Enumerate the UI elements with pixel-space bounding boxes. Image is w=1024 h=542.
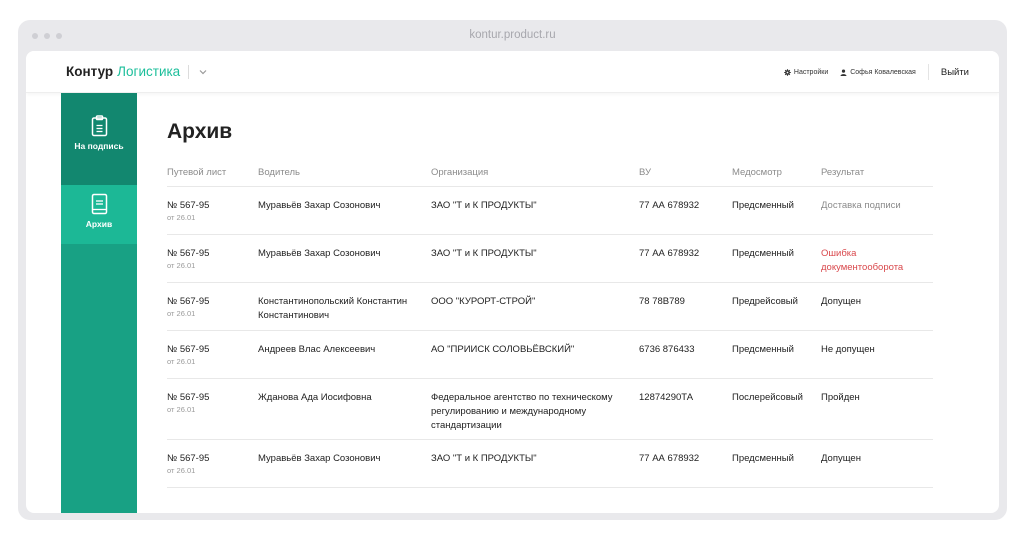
result-cell: Пройден: [821, 378, 933, 439]
waybill-number: № 567-95: [167, 199, 210, 211]
logo-brand: Контур: [66, 64, 114, 79]
settings-link[interactable]: [784, 69, 828, 76]
user-profile-link[interactable]: [840, 69, 916, 76]
medical-exam-cell: Предсменный: [732, 234, 821, 282]
user-name: Софья Ковалевская: [850, 68, 916, 76]
column-header-organization[interactable]: Организация: [431, 159, 639, 186]
column-header-driver[interactable]: Водитель: [258, 159, 431, 186]
medical-exam-cell: Предсменный: [732, 439, 821, 487]
logout-button[interactable]: Выйти: [940, 66, 969, 78]
license-cell: 78 78В789: [639, 282, 732, 330]
waybill-date: от 26.01: [167, 465, 196, 475]
waybill-date: от 26.01: [167, 404, 196, 414]
license-cell: 77 АА 678932: [639, 186, 732, 234]
organization-cell: ООО "КУРОРТ-СТРОЙ": [431, 282, 639, 330]
organization-cell: АО "ПРИИСК СОЛОВЬЁВСКИЙ": [431, 330, 639, 378]
table-row[interactable]: [167, 330, 933, 378]
archive-table: [167, 159, 933, 488]
license-cell: 6736 876433: [639, 330, 732, 378]
waybill-date: от 26.01: [167, 308, 196, 318]
medical-exam-cell: Предрейсовый: [732, 282, 821, 330]
sidebar-item-label: Архив: [85, 219, 113, 229]
chevron-down-icon[interactable]: [197, 66, 209, 78]
logo-product: Логистика: [117, 64, 181, 79]
settings-label: Настройки: [793, 68, 829, 76]
result-cell: Допущен: [821, 439, 933, 487]
result-cell: Ошибка документооборота: [821, 234, 933, 282]
gear-icon: [784, 69, 791, 76]
organization-cell: ЗАО "Т и К ПРОДУКТЫ": [431, 186, 639, 234]
driver-cell: Муравьёв Захар Созонович: [258, 186, 431, 234]
medical-exam-cell: Послерейсовый: [732, 378, 821, 439]
organization-cell: ЗАО "Т и К ПРОДУКТЫ": [431, 439, 639, 487]
app-window: [26, 51, 999, 513]
driver-cell: Муравьёв Захар Созонович: [258, 234, 431, 282]
table-row[interactable]: [167, 282, 933, 330]
browser-frame: [18, 20, 1007, 520]
waybill-date: от 26.01: [167, 356, 196, 366]
column-header-license[interactable]: ВУ: [639, 159, 732, 186]
driver-cell: Андреев Влас Алексеевич: [258, 330, 431, 378]
driver-cell: Жданова Ада Иосифовна: [258, 378, 431, 439]
waybill-number: № 567-95: [167, 391, 210, 403]
waybill-number: № 567-95: [167, 343, 210, 355]
app-header: [26, 51, 999, 93]
column-header-medical-exam[interactable]: Медосмотр: [732, 159, 821, 186]
waybill-date: от 26.01: [167, 212, 196, 222]
sidebar-item-archive[interactable]: [61, 185, 137, 244]
table-row[interactable]: [167, 234, 933, 282]
address-bar[interactable]: kontur.product.ru: [469, 29, 556, 41]
table-row[interactable]: [167, 186, 933, 234]
header-divider: [928, 64, 929, 80]
result-cell: Не допущен: [821, 330, 933, 378]
header-actions: [772, 51, 969, 93]
driver-cell: Муравьёв Захар Созонович: [258, 439, 431, 487]
result-cell: Допущен: [821, 282, 933, 330]
clipboard-icon: [91, 115, 108, 137]
sidebar-item-to-sign[interactable]: [61, 93, 137, 185]
sidebar-item-label: На подпись: [74, 141, 124, 151]
waybill-date: от 26.01: [167, 260, 196, 270]
document-icon: [91, 193, 108, 215]
column-header-waybill[interactable]: Путевой лист: [167, 159, 258, 186]
logo-divider: [188, 65, 189, 79]
medical-exam-cell: Предсменный: [732, 330, 821, 378]
license-cell: 77 АА 678932: [639, 234, 732, 282]
table-header-row: [167, 159, 933, 186]
waybill-number: № 567-95: [167, 452, 210, 464]
medical-exam-cell: Предсменный: [732, 186, 821, 234]
table-row[interactable]: [167, 439, 933, 487]
app-logo[interactable]: [66, 64, 209, 79]
organization-cell: Федеральное агентство по техническому регулированию и международному стандартизации: [431, 378, 639, 439]
waybill-number: № 567-95: [167, 247, 210, 259]
license-cell: 12874290ТА: [639, 378, 732, 439]
driver-cell: Константинопольский Константин Константинович: [258, 282, 431, 330]
result-cell: Доставка подписи: [821, 186, 933, 234]
license-cell: 77 АА 678932: [639, 439, 732, 487]
column-header-result[interactable]: Результат: [821, 159, 933, 186]
waybill-number: № 567-95: [167, 295, 210, 307]
table-row[interactable]: [167, 378, 933, 439]
sidebar: [61, 93, 137, 513]
page-title: Архив: [167, 120, 233, 143]
user-icon: [840, 69, 847, 76]
browser-titlebar: [18, 20, 1007, 51]
organization-cell: ЗАО "Т и К ПРОДУКТЫ": [431, 234, 639, 282]
